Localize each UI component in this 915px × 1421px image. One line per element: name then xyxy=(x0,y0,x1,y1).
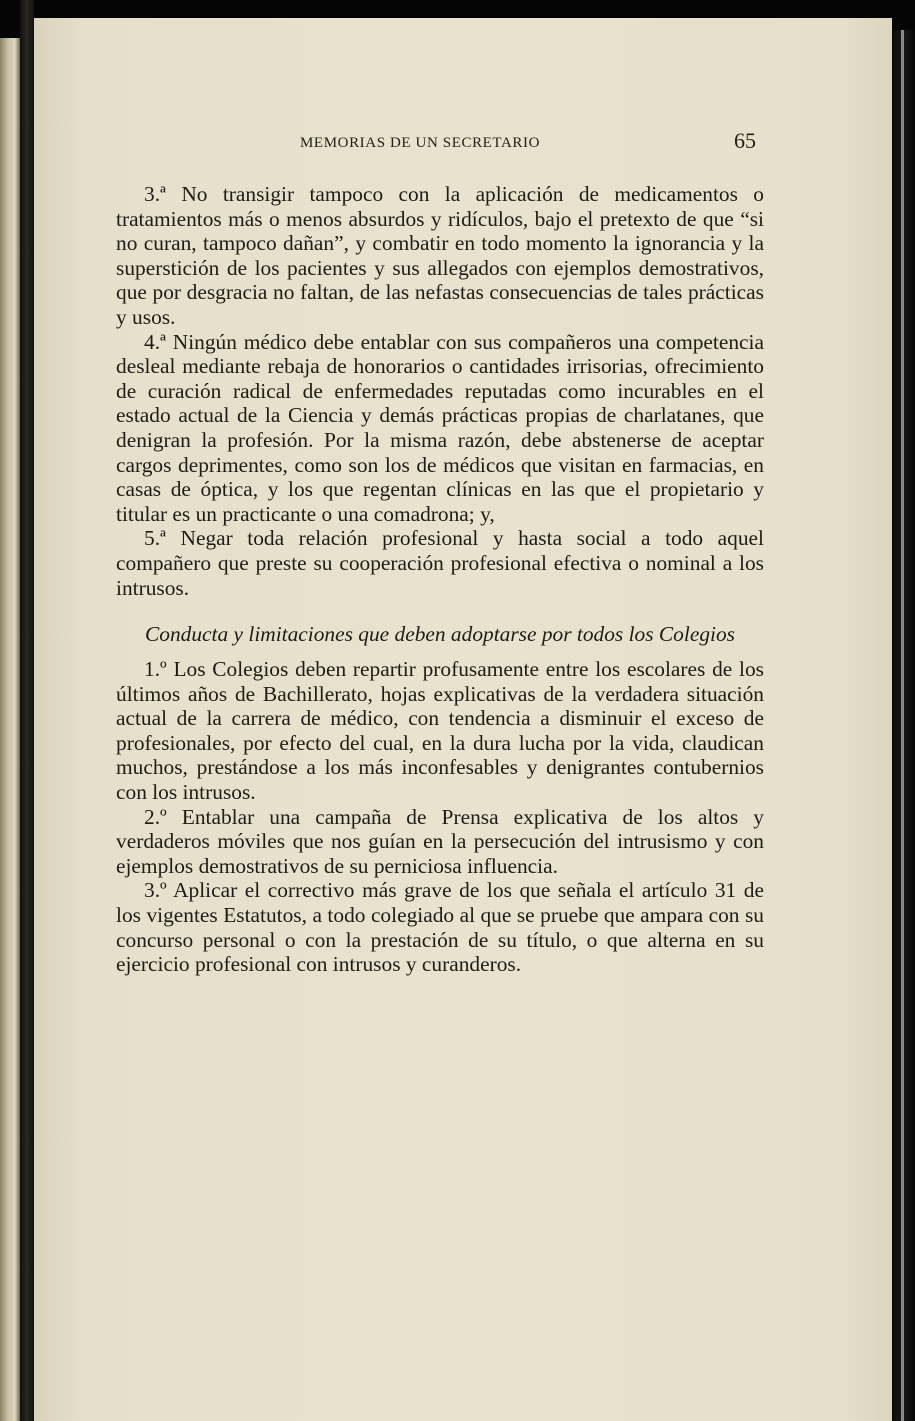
paragraph-number: 3.ª xyxy=(144,182,166,206)
paragraph-text: No transigir tampoco con la aplicación de medicamentos o tratamientos más o menos absurdos y ridículos, bajo el pretexto de que “si no curan, tampoco dañan”, y combatir en todo momento la ignorancia y la superstición de los pacientes y sus allegados con ejemplos demostrativos, que por desgracia no faltan, de las nefastas consecuencias de tales prácticas y usos. xyxy=(116,182,764,329)
paragraph xyxy=(116,657,764,805)
paragraph xyxy=(116,182,764,330)
paragraph xyxy=(116,805,764,879)
section-heading: Conducta y limitaciones que deben adoptarse por todos los Colegios xyxy=(145,622,735,647)
paragraph-number: 1.º xyxy=(144,657,167,682)
scan-border xyxy=(892,30,915,1421)
running-title: MEMORIAS DE UN SECRETARIO xyxy=(300,135,541,151)
paragraph-number: 3.º xyxy=(144,878,167,903)
paragraph-number: 2.º xyxy=(144,804,167,829)
paragraph-text: Negar toda relación profesional y hasta social a todo aquel compañero que preste su cooperación profesional efectiva o nominal a los intrusos. xyxy=(116,526,764,600)
paragraph xyxy=(116,878,764,976)
paragraph-number: 4.ª xyxy=(144,329,166,354)
paragraph-text: Entablar una campaña de Prensa explicativa de los altos y verdaderos móviles que nos guían en la persecución del intrusismo y con ejemplos demostrativos de su perniciosa influencia. xyxy=(116,804,764,878)
paragraph-text: Los Colegios deben repartir profusamente entre los escolares de los últimos años de Bachillerato, hojas explicativas de la verdadera situación actual de la carrera de médico, con tendencia a disminuir el exceso de profesionales, por efecto del cual, en la dura lucha por la vida, claudican muchos, prestándose a los más inconfesables y denigrantes contubernios con los intrusos. xyxy=(116,657,764,805)
scan-edge-line xyxy=(901,30,904,1421)
book-gutter xyxy=(20,0,34,1421)
page-number: 65 xyxy=(734,128,756,153)
paragraph-text: Ningún médico debe entablar con sus compañeros una competencia desleal mediante rebaja de honorarios o cantidades irrisorias, ofrecimiento de curación radical de enfermedades reputadas como incurables en el estado actual de la Ciencia y demás prácticas propias de charlatanes, que denigran la profesión. Por la misma razón, debe abstenerse de aceptar cargos deprimentes, como son los de médicos que visitan en farmacias, en casas de óptica, y los que regentan clínicas en las que el propietario y titular es un practicante o una comadrona; y, xyxy=(116,329,764,526)
left-page-edge xyxy=(0,38,20,1421)
paragraph xyxy=(116,330,764,527)
body-text xyxy=(116,182,764,977)
paragraph-number: 5.ª xyxy=(144,526,166,551)
paragraph xyxy=(116,526,764,600)
paragraph-text: Aplicar el correctivo más grave de los que señala el artículo 31 de los vigentes Estatutos, a todo colegiado al que se pruebe que ampara con su concurso personal o con la prestación de su título, o que alterna en su ejercicio profesional con intrusos y curanderos. xyxy=(116,878,764,977)
